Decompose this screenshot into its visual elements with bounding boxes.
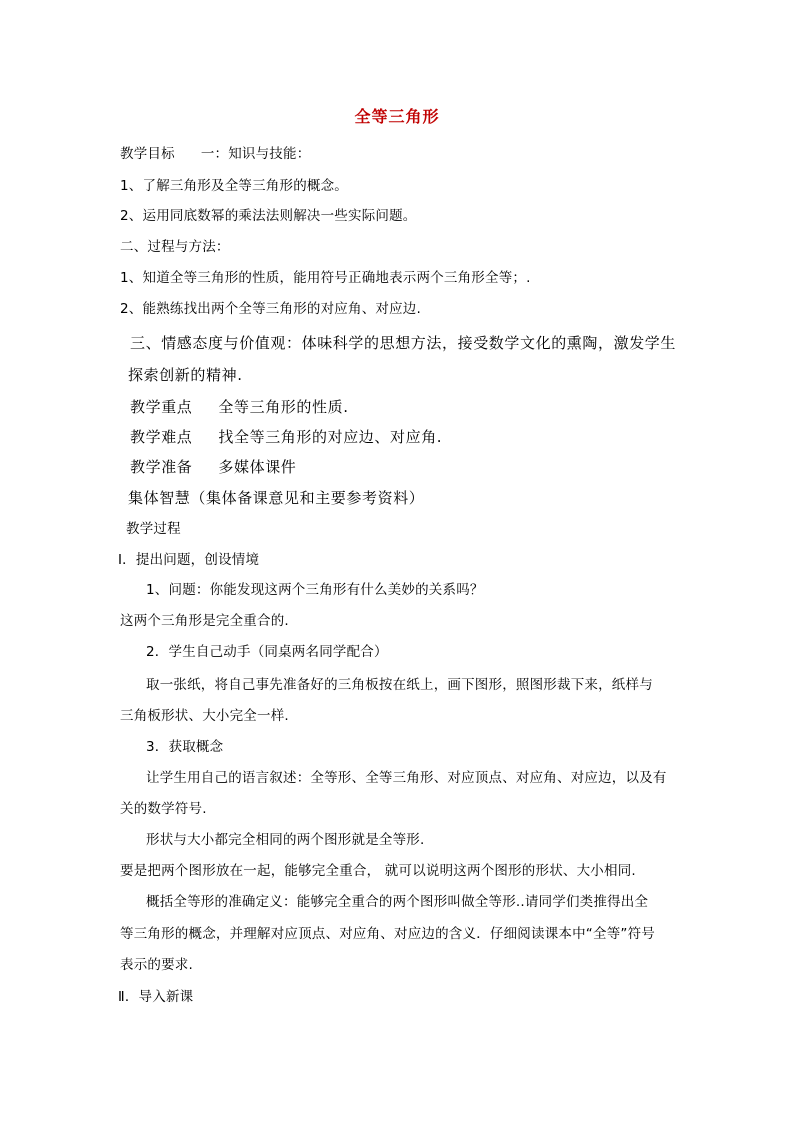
key-point-label: 教学重点 [130, 398, 193, 416]
process-item: 2、能熟练找出两个全等三角形的对应角、对应边. [120, 301, 421, 317]
process-label: 教学过程 [126, 521, 181, 537]
preparation-line [130, 457, 296, 477]
step-3-heading: 3．获取概念 [146, 739, 224, 755]
objectives-section-3: 三、情感态度与价值观：体味科学的思想方法，接受数学文化的熏陶，激发学生 [130, 334, 677, 352]
process-item: 1、知道全等三角形的性质，能用符号正确地表示两个三角形全等；. [120, 270, 531, 286]
collective-wisdom: 集体智慧（集体备课意见和主要参考资料） [128, 489, 425, 507]
shape-definition: 形状与大小都完全相同的两个图形就是全等形. [146, 832, 425, 848]
key-point-line [130, 397, 349, 417]
step-2-text-cont: 三角板形状、大小完全一样. [120, 708, 289, 724]
preparation-value: 多媒体课件 [218, 458, 297, 476]
preparation-label: 教学准备 [130, 458, 193, 476]
summary-text-cont: 等三角形的概念，并理解对应顶点、对应角、对应边的含义．仔细阅读课本中“全等”符号 [120, 926, 655, 942]
part2-heading: Ⅱ．导入新课 [118, 989, 194, 1005]
answer-1: 这两个三角形是完全重合的. [120, 613, 289, 629]
document-title: 全等三角形 [354, 107, 440, 126]
objectives-section-2: 二、过程与方法： [120, 239, 230, 255]
step-3-text: 让学生用自己的语言叙述：全等形、全等三角形、对应顶点、对应角、对应边，以及有 [146, 770, 667, 786]
difficulty-label: 教学难点 [130, 428, 193, 446]
objective-item: 2、运用同底数幂的乘法法则解决一些实际问题。 [120, 208, 417, 224]
difficulty-line [130, 427, 442, 447]
question-1: 1、问题：你能发现这两个三角形有什么美妙的关系吗？ [146, 582, 484, 598]
summary-text: 概括全等形的准确定义：能够完全重合的两个图形叫做全等形..请同学们类推得出全 [146, 894, 649, 910]
objectives-section-1: 一：知识与技能： [200, 146, 311, 162]
step-3-text-cont: 关的数学符号. [120, 801, 207, 817]
part1-heading: Ⅰ．提出问题，创设情境 [118, 552, 260, 568]
step-2-heading: 2．学生自己动手（同桌两名同学配合） [146, 644, 388, 660]
key-point-value: 全等三角形的性质. [218, 398, 349, 416]
objectives-section-3-cont: 探索创新的精神. [128, 366, 243, 384]
difficulty-value: 找全等三角形的对应边、对应角. [218, 428, 443, 446]
step-2-text: 取一张纸，将自己事先准备好的三角板按在纸上，画下图形，照图形裁下来，纸样与 [146, 677, 653, 693]
overlap-explanation: 要是把两个图形放在一起，能够完全重合， 就可以说明这两个图形的形状、大小相同. [120, 863, 636, 879]
objective-item: 1、了解三角形及全等三角形的概念。 [120, 178, 348, 194]
objectives-line [120, 144, 310, 164]
summary-text-end: 表示的要求. [120, 957, 193, 973]
objectives-label: 教学目标 [120, 146, 175, 162]
